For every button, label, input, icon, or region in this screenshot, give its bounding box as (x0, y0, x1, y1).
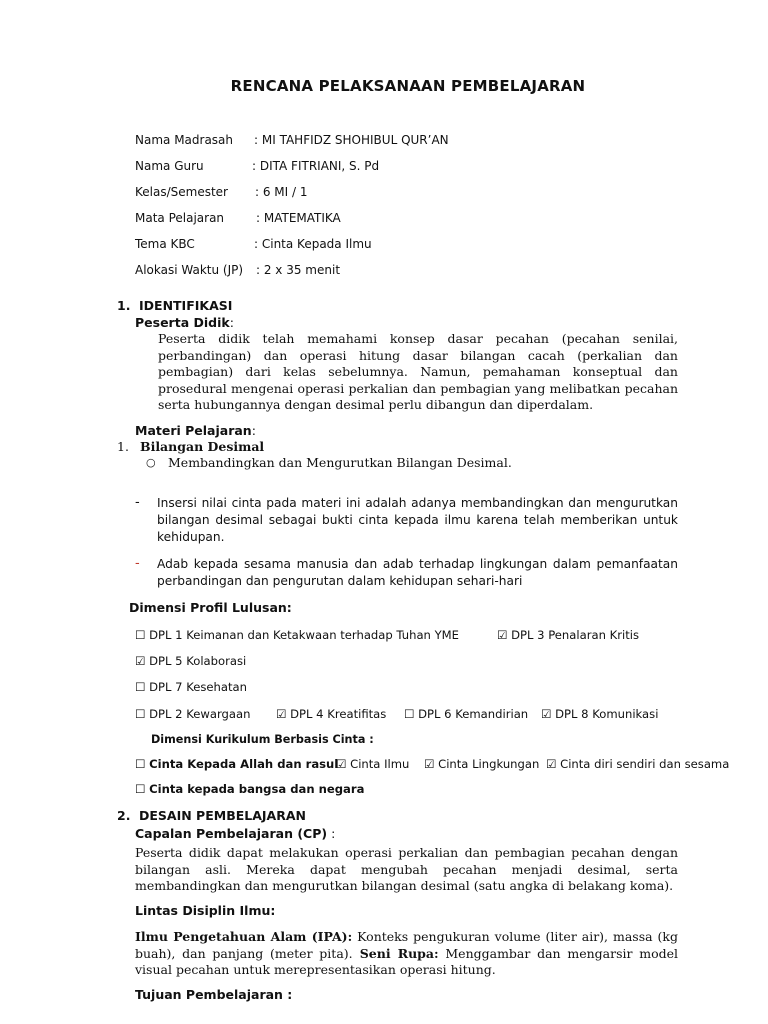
peserta-didik-label: Peserta Didik (135, 315, 230, 330)
dpl-item (276, 707, 386, 721)
dpl-item (135, 707, 250, 721)
section-heading: DESAIN PEMBELAJARAN (139, 808, 306, 823)
materi-label: Materi Pelajaran (135, 423, 252, 438)
dpl-label: DPL 5 Kolaborasi (149, 654, 247, 668)
checkbox-icon: ☑ (135, 654, 146, 668)
kbc-label: Cinta Lingkungan (438, 757, 540, 771)
peserta-didik-colon: : (229, 315, 234, 330)
dimensi-profil-heading: Dimensi Profil Lulusan: (129, 600, 292, 615)
identity-value: : Cinta Kepada Ilmu (254, 237, 372, 251)
cp-colon: : (327, 826, 336, 841)
identity-value: : MI TAHFIDZ SHOHIBUL QUR’AN (254, 133, 449, 147)
kbc-label: Cinta Ilmu (350, 757, 410, 771)
kbc-item (135, 782, 364, 796)
checkbox-icon: ☐ (135, 628, 146, 642)
identity-label: Alokasi Waktu (JP) (135, 263, 244, 277)
dpl-item (404, 707, 528, 721)
bullet-text: Adab kepada sesama manusia dan adab terhadap lingkungan dalam pemanfaatan perbandingan dan pengurutan dalam kehidupan sehari-hari (157, 557, 678, 588)
dpl-label: DPL 3 Penalaran Kritis (511, 628, 640, 642)
dash-bullet: - (135, 495, 140, 510)
checkbox-icon: ☐ (404, 707, 415, 721)
ipa-text: Konteks pengukuran volume (liter air), massa (kg buah), dan panjang (meter pita). (135, 929, 678, 961)
document-title: RENCANA PELAKSANAAN PEMBELAJARAN (230, 77, 586, 95)
checkbox-icon: ☑ (546, 757, 557, 771)
materi-subitem-text: Membandingkan dan Mengurutkan Bilangan Desimal (168, 455, 508, 470)
checkbox-icon: ☑ (276, 707, 287, 721)
seni-label: Seni Rupa: (352, 945, 439, 961)
kbc-item (546, 757, 729, 771)
materi-subitem (168, 455, 512, 470)
kbc-label: Cinta diri sendiri dan sesama (560, 757, 730, 771)
cp-heading (135, 826, 335, 841)
circle-bullet-icon: ○ (146, 456, 156, 469)
dash-bullet: - (135, 556, 140, 571)
cp-paragraph: Peserta didik dapat melakukan operasi perkalian dan pembagian pecahan dengan bilangan asli. Mereka dapat mengubah pecahan menjadi desimal, serta membandingkan dan mengurutkan bilangan desimal (satu angka di belakang koma). (135, 845, 678, 894)
identity-value: : 6 MI / 1 (255, 185, 308, 199)
kbc-item (135, 757, 338, 771)
dpl-label: DPL 1 Keimanan dan Ketakwaan terhadap Tuhan YME (149, 628, 459, 642)
identity-label: Nama Madrasah (135, 133, 234, 147)
dpl-label: DPL 8 Komunikasi (555, 707, 659, 721)
identity-label: Tema KBC (135, 237, 195, 251)
seni-text: Menggambar dan mengarsir model visual pecahan untuk merepresentasikan operasi hitung. (135, 945, 678, 978)
peserta-didik-heading (135, 315, 234, 330)
materi-subitem-period: . (507, 455, 512, 470)
dpl-label: DPL 6 Kemandirian (418, 707, 529, 721)
materi-item-number: 1. (117, 439, 129, 454)
dpl-label: DPL 2 Kewargaan (149, 707, 251, 721)
cp-label: Capalan Pembelajaran (CP) (135, 826, 328, 841)
section-number: 2. (117, 808, 131, 823)
tujuan-heading: Tujuan Pembelajaran : (135, 987, 293, 1002)
identity-label: Mata Pelajaran (135, 211, 225, 225)
identity-value: : 2 x 35 menit (256, 263, 341, 277)
checkbox-icon: ☑ (497, 628, 508, 642)
identity-value: : MATEMATIKA (256, 211, 341, 225)
checkbox-icon: ☐ (135, 680, 146, 694)
dpl-item (497, 628, 639, 642)
lintas-paragraph (135, 929, 678, 979)
kbc-label: Cinta kepada bangsa dan negara (149, 782, 365, 796)
peserta-didik-paragraph: Peserta didik telah memahami konsep dasar pecahan (pecahan senilai, perbandingan) dan operasi hitung dasar bilangan cacah (perkalian dan pembagian) dari kelas sebelumnya. Namun, pemahaman konseptual dan prosedural mengenai operasi perkalian dan pembagian yang melibatkan pecahan serta hubungannya dengan desimal perlu dibangun dan diperdalam. (158, 331, 678, 413)
dpl-label: DPL 7 Kesehatan (149, 680, 248, 694)
dpl-item (135, 680, 247, 694)
dpl-item (541, 707, 658, 721)
checkbox-icon: ☐ (135, 782, 146, 796)
checkbox-icon: ☐ (135, 707, 146, 721)
kbc-heading: Dimensi Kurikulum Berbasis Cinta : (151, 733, 374, 746)
lintas-heading: Lintas Disiplin Ilmu: (135, 903, 276, 918)
kbc-item (424, 757, 539, 771)
materi-colon: : (251, 423, 256, 438)
kbc-item (336, 757, 409, 771)
section-heading: IDENTIFIKASI (139, 298, 233, 313)
checkbox-icon: ☑ (424, 757, 435, 771)
dpl-item (135, 628, 459, 642)
kbc-label: Cinta Kepada Allah dan rasul (149, 757, 339, 771)
checkbox-icon: ☐ (135, 757, 146, 771)
materi-heading (135, 423, 256, 438)
materi-item: Bilangan Desimal (140, 439, 265, 454)
dpl-item (135, 654, 246, 668)
dpl-label: DPL 4 Kreatifitas (290, 707, 387, 721)
identity-label: Kelas/Semester (135, 185, 228, 199)
checkbox-icon: ☑ (336, 757, 347, 771)
section-number: 1. (117, 298, 131, 313)
checkbox-icon: ☑ (541, 707, 552, 721)
identity-label: Nama Guru (135, 159, 204, 173)
bullet-text: Insersi nilai cinta pada materi ini adalah adanya membandingkan dan mengurutkan bilangan desimal sebagai bukti cinta kepada ilmu karena telah memberikan untuk kehidupan. (157, 496, 678, 544)
ipa-label: Ilmu Pengetahuan Alam (IPA): (135, 929, 353, 944)
identity-value: : DITA FITRIANI, S. Pd (252, 159, 380, 173)
